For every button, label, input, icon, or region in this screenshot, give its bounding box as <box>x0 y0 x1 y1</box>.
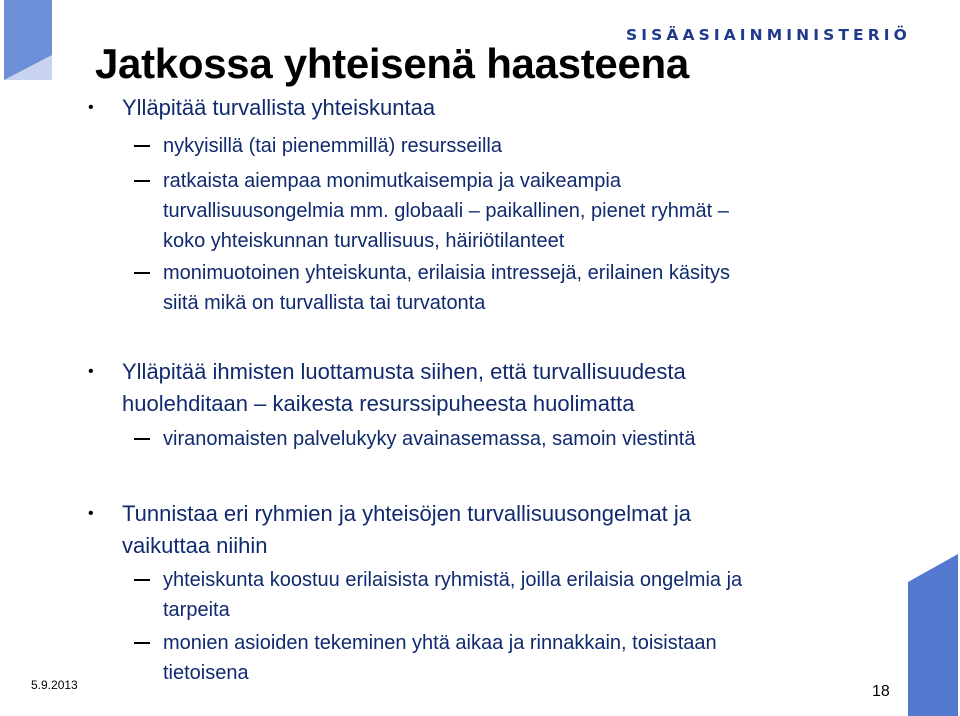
corner-decoration-top-left <box>4 0 52 80</box>
bullet-marker: • <box>88 99 94 116</box>
dash-marker <box>134 145 150 147</box>
dash-marker <box>134 579 150 581</box>
bullet-2-line-2: huolehditaan – kaikesta resurssipuheesta huolimatta <box>122 391 635 416</box>
corner-decoration-bottom-right <box>908 554 958 716</box>
bullet-marker: • <box>88 505 94 522</box>
page-number: 18 <box>872 683 890 700</box>
bullet-3-sub-2 <box>163 628 717 688</box>
bullet-3-line-2: vaikuttaa niihin <box>122 533 268 558</box>
bullet-1-sub-3-line-2: siitä mikä on turvallista tai turvatonta <box>163 292 486 314</box>
bullet-3-sub-1-line-1: yhteiskunta koostuu erilaisista ryhmistä, joilla erilaisia ongelmia ja <box>163 569 743 591</box>
bullet-3-sub-2-line-2: tietoisena <box>163 662 249 684</box>
dash-marker <box>134 272 150 274</box>
bullet-2-sub-1 <box>163 424 695 454</box>
bullet-1-sub-2 <box>163 166 729 256</box>
dash-marker <box>134 642 150 644</box>
slide-title: Jatkossa yhteisenä haasteena <box>95 40 689 87</box>
bullet-1-sub-2-line-2: turvallisuusongelmia mm. globaali – paikallinen, pienet ryhmät – <box>163 200 729 222</box>
bullet-2-line-1: Ylläpitää ihmisten luottamusta siihen, että turvallisuudesta <box>122 359 686 384</box>
footer-date: 5.9.2013 <box>31 678 78 692</box>
bullet-1-sub-2-line-1: ratkaista aiempaa monimutkaisempia ja vaikeampia <box>163 170 621 192</box>
bullet-3-line-1: Tunnistaa eri ryhmien ja yhteisöjen turvallisuusongelmat ja <box>122 501 692 526</box>
bullet-2-sub-1-line-1: viranomaisten palvelukyky avainasemassa, samoin viestintä <box>163 428 696 450</box>
bullet-1-sub-1 <box>163 131 502 161</box>
bullet-1-sub-3-line-1: monimuotoinen yhteiskunta, erilaisia intressejä, erilainen käsitys <box>163 262 730 284</box>
bullet-3-sub-1-line-2: tarpeita <box>163 599 230 621</box>
bullet-1-sub-1-line-1: nykyisillä (tai pienemmillä) resursseilla <box>163 135 502 157</box>
bullet-3 <box>88 498 692 562</box>
bullet-1-sub-3 <box>163 258 730 318</box>
bullet-3-sub-1 <box>163 565 742 625</box>
ministry-logo-text: SISÄASIAINMINISTERIÖ <box>626 26 911 44</box>
bullet-1-sub-2-line-3: koko yhteiskunnan turvallisuus, häiriötilanteet <box>163 230 565 252</box>
dash-marker <box>134 438 150 440</box>
bullet-1 <box>88 92 436 124</box>
bullet-marker: • <box>88 363 94 380</box>
bullet-3-sub-2-line-1: monien asioiden tekeminen yhtä aikaa ja rinnakkain, toisistaan <box>163 632 717 654</box>
bullet-2 <box>88 356 686 420</box>
bullet-1-line-1: Ylläpitää turvallista yhteiskuntaa <box>122 95 436 120</box>
dash-marker <box>134 180 150 182</box>
